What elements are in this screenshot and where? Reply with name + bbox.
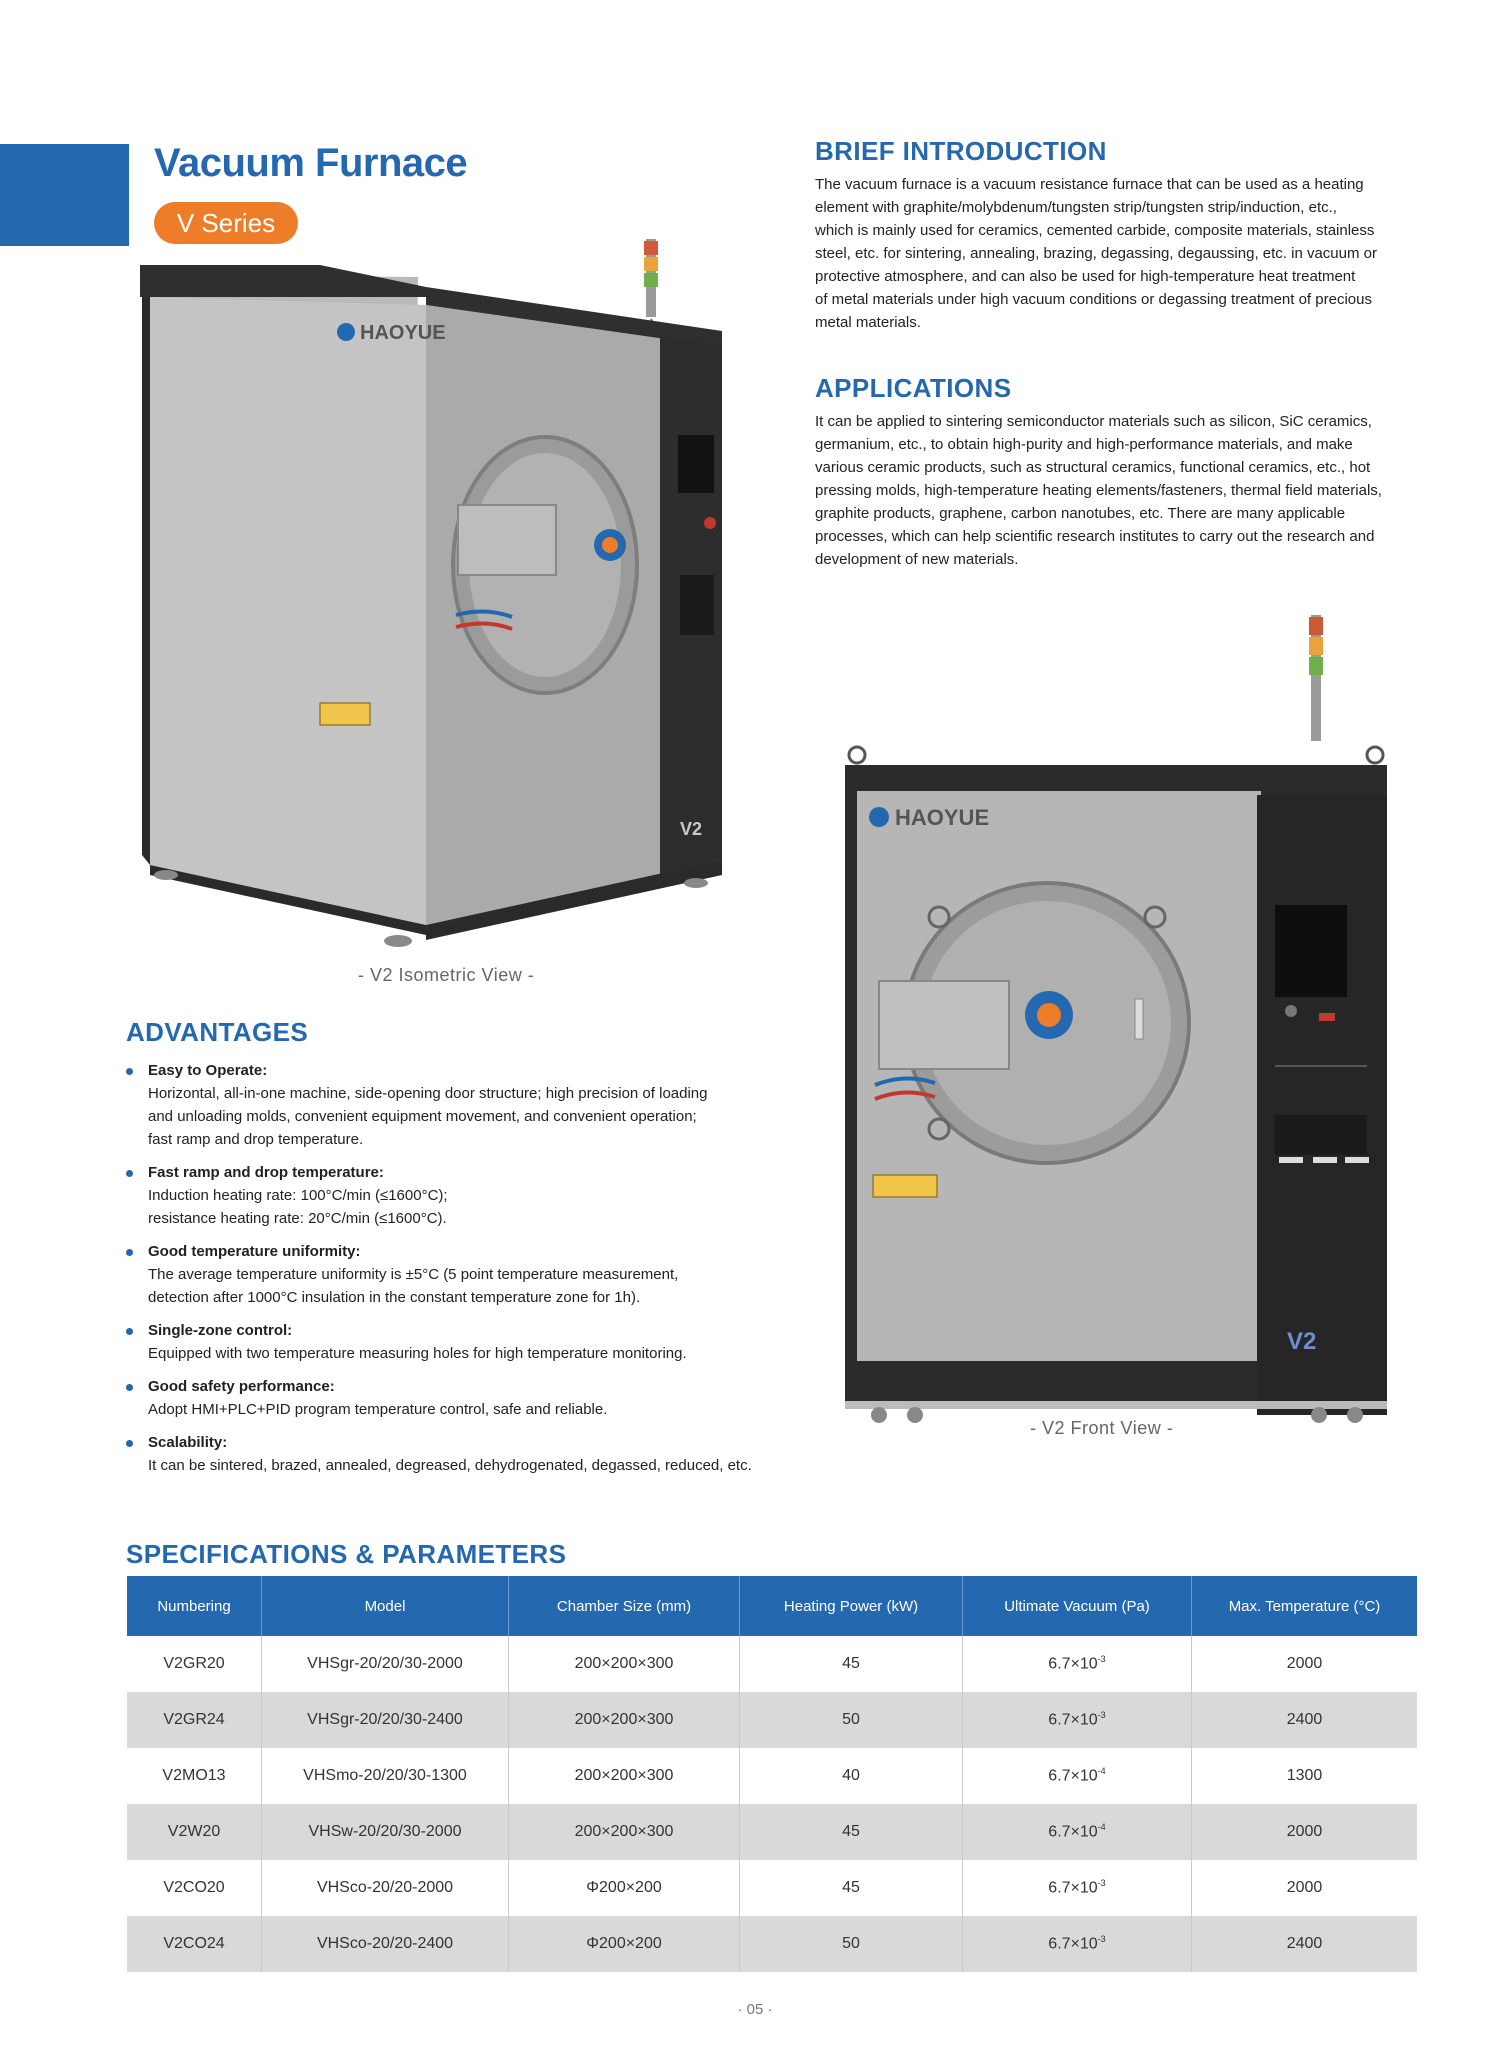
isometric-furnace-image	[140, 235, 740, 955]
cell-chamber: 200×200×300	[509, 1692, 740, 1748]
table-row	[127, 1804, 1417, 1860]
table-row	[127, 1860, 1417, 1916]
advantage-item	[126, 1240, 786, 1309]
cell-numbering: V2W20	[127, 1804, 262, 1860]
col-header-chamber: Chamber Size (mm)	[509, 1576, 740, 1636]
applications-line: development of new materials.	[815, 551, 1019, 568]
applications-line: various ceramic products, such as structural ceramics, functional ceramics, etc., hot	[815, 459, 1371, 476]
bullet-dot	[126, 1068, 133, 1075]
col-header-numbering: Numbering	[127, 1576, 262, 1636]
vacuum-base: 6.7×10	[1048, 1823, 1098, 1841]
cell-chamber: 200×200×300	[509, 1804, 740, 1860]
vacuum-exponent: -3	[1097, 1878, 1106, 1889]
applications-heading: APPLICATIONS	[815, 373, 1012, 403]
cell-power: 50	[740, 1692, 963, 1748]
brief-line: element with graphite/molybdenum/tungsten strip/tungsten strip/induction, etc.,	[815, 199, 1337, 216]
front-brand-text: HAOYUE	[895, 805, 990, 830]
cell-chamber: Φ200×200	[509, 1860, 740, 1916]
advantage-item	[126, 1319, 786, 1365]
brief-line: The vacuum furnace is a vacuum resistance furnace that can be used as a heating	[815, 176, 1364, 193]
cell-model: VHSco-20/20-2000	[262, 1860, 509, 1916]
bullet-dot	[126, 1328, 133, 1335]
cell-chamber: 200×200×300	[509, 1748, 740, 1804]
cell-model: VHSgr-20/20/30-2400	[262, 1692, 509, 1748]
vacuum-exponent: -4	[1097, 1766, 1106, 1777]
brief-line: of metal materials under high vacuum conditions or degassing treatment of precious	[815, 291, 1372, 308]
advantage-title: Good safety performance:	[148, 1378, 335, 1395]
vacuum-base: 6.7×10	[1048, 1655, 1098, 1673]
col-header-model: Model	[262, 1576, 509, 1636]
vacuum-exponent: -3	[1097, 1934, 1106, 1945]
advantage-item	[126, 1059, 786, 1151]
table-row	[127, 1692, 1417, 1748]
advantage-text: Induction heating rate: 100°C/min (≤1600°C); resistance heating rate: 20°C/min (≤1600°C).	[148, 1187, 448, 1227]
front-furnace-image	[835, 615, 1395, 1425]
bullet-dot	[126, 1249, 133, 1256]
cell-temperature: 2000	[1192, 1636, 1418, 1692]
cell-numbering: V2GR20	[163, 1655, 225, 1672]
cell-vacuum	[963, 1692, 1192, 1748]
advantage-text: Equipped with two temperature measuring holes for high temperature monitoring.	[148, 1345, 687, 1362]
cell-vacuum	[963, 1804, 1192, 1860]
col-header-vacuum: Ultimate Vacuum (Pa)	[963, 1576, 1192, 1636]
table-row	[127, 1748, 1417, 1804]
blue-corner-tab	[0, 144, 129, 246]
col-header-power: Heating Power (kW)	[740, 1576, 963, 1636]
cell-numbering: V2CO20	[163, 1879, 225, 1896]
cell-power: 45	[740, 1804, 963, 1860]
series-badge: V Series	[154, 202, 298, 244]
advantages-list	[126, 1059, 786, 1487]
cell-model: VHSco-20/20-2400	[262, 1916, 509, 1972]
cell-temperature: 2400	[1192, 1916, 1418, 1972]
cell-power: 50	[740, 1916, 963, 1972]
brief-line: which is mainly used for ceramics, cemented carbide, composite materials, stainless	[815, 222, 1375, 239]
front-model-text: V2	[1287, 1328, 1317, 1355]
cell-numbering: V2GR24	[127, 1692, 262, 1748]
advantage-item	[126, 1431, 786, 1477]
advantage-title: Easy to Operate:	[148, 1062, 268, 1079]
specs-heading: SPECIFICATIONS & PARAMETERS	[126, 1539, 567, 1569]
cell-power: 40	[740, 1748, 963, 1804]
advantage-title: Good temperature uniformity:	[148, 1243, 361, 1260]
cell-vacuum	[963, 1916, 1192, 1972]
advantage-item	[126, 1375, 786, 1421]
applications-text	[815, 410, 1415, 571]
isometric-view-caption: - V2 Isometric View -	[358, 965, 535, 985]
vacuum-exponent: -3	[1097, 1654, 1106, 1665]
specs-header-row	[127, 1576, 1417, 1636]
cell-numbering: V2CO24	[127, 1916, 262, 1972]
cell-temperature: 2400	[1192, 1692, 1418, 1748]
bullet-dot	[126, 1440, 133, 1447]
table-row	[127, 1636, 1417, 1692]
cell-vacuum	[963, 1636, 1192, 1692]
cell-temperature: 2000	[1192, 1804, 1418, 1860]
brief-line: metal materials.	[815, 314, 921, 331]
brief-line: steel, etc. for sintering, annealing, brazing, degassing, degaussing, etc. in vacuum or	[815, 245, 1377, 262]
cell-power: 45	[740, 1860, 963, 1916]
cell-chamber: Φ200×200	[509, 1916, 740, 1972]
cell-model: VHSmo-20/20/30-1300	[262, 1748, 509, 1804]
advantage-text: Adopt HMI+PLC+PID program temperature control, safe and reliable.	[148, 1401, 608, 1418]
vacuum-exponent: -4	[1097, 1822, 1106, 1833]
vacuum-base: 6.7×10	[1048, 1711, 1098, 1729]
cell-vacuum	[963, 1748, 1192, 1804]
front-view-caption: - V2 Front View -	[1030, 1418, 1174, 1438]
vacuum-base: 6.7×10	[1048, 1879, 1098, 1897]
vacuum-base: 6.7×10	[1048, 1767, 1098, 1785]
applications-line: graphite products, graphene, carbon nanotubes, etc. There are many applicable	[815, 505, 1346, 522]
advantage-text: The average temperature uniformity is ±5°C (5 point temperature measurement, detection after 1000°C insulation in the constant temperature zone for 1h).	[148, 1266, 679, 1306]
applications-line: It can be applied to sintering semiconductor materials such as silicon, SiC ceramics,	[815, 413, 1372, 430]
brief-intro-text	[815, 173, 1415, 334]
vacuum-exponent: -3	[1097, 1710, 1106, 1721]
brief-intro-heading: BRIEF INTRODUCTION	[815, 136, 1107, 166]
applications-line: processes, which can help scientific research institutes to carry out the research and	[815, 528, 1375, 545]
advantage-title: Scalability:	[148, 1434, 228, 1451]
cell-numbering: V2MO13	[162, 1767, 226, 1784]
iso-model-text: V2	[680, 819, 703, 839]
applications-line: germanium, etc., to obtain high-purity and high-performance materials, and make	[815, 436, 1353, 453]
vacuum-base: 6.7×10	[1048, 1935, 1098, 1953]
cell-power: 45	[740, 1636, 963, 1692]
advantage-title: Single-zone control:	[148, 1322, 293, 1339]
cell-chamber: 200×200×300	[509, 1636, 740, 1692]
advantage-text: It can be sintered, brazed, annealed, degreased, dehydrogenated, degassed, reduced, etc.	[148, 1457, 752, 1474]
cell-model: VHSw-20/20/30-2000	[262, 1804, 509, 1860]
advantages-heading: ADVANTAGES	[126, 1017, 309, 1047]
specs-table	[127, 1576, 1417, 1972]
cell-temperature: 1300	[1192, 1748, 1418, 1804]
advantage-title: Fast ramp and drop temperature:	[148, 1164, 384, 1181]
advantage-item	[126, 1161, 786, 1230]
table-row	[127, 1916, 1417, 1972]
bullet-dot	[126, 1170, 133, 1177]
bullet-dot	[126, 1384, 133, 1391]
cell-temperature: 2000	[1192, 1860, 1418, 1916]
advantage-text: Horizontal, all-in-one machine, side-opening door structure; high precision of loading and unloading molds, convenient equipment movement, and convenient operation; fast ramp and drop temperature.	[148, 1085, 708, 1148]
iso-brand-text: HAOYUE	[360, 322, 446, 344]
page-number: · 05 ·	[737, 2001, 773, 2018]
applications-line: pressing molds, high-temperature heating elements/fasteners, thermal field materials,	[815, 482, 1382, 499]
cell-vacuum	[963, 1860, 1192, 1916]
page-title: Vacuum Furnace	[154, 141, 468, 185]
cell-model: VHSgr-20/20/30-2000	[262, 1636, 509, 1692]
col-header-temperature: Max. Temperature (°C)	[1192, 1576, 1418, 1636]
brief-line: protective atmosphere, and can also be used for high-temperature heat treatment	[815, 268, 1356, 285]
